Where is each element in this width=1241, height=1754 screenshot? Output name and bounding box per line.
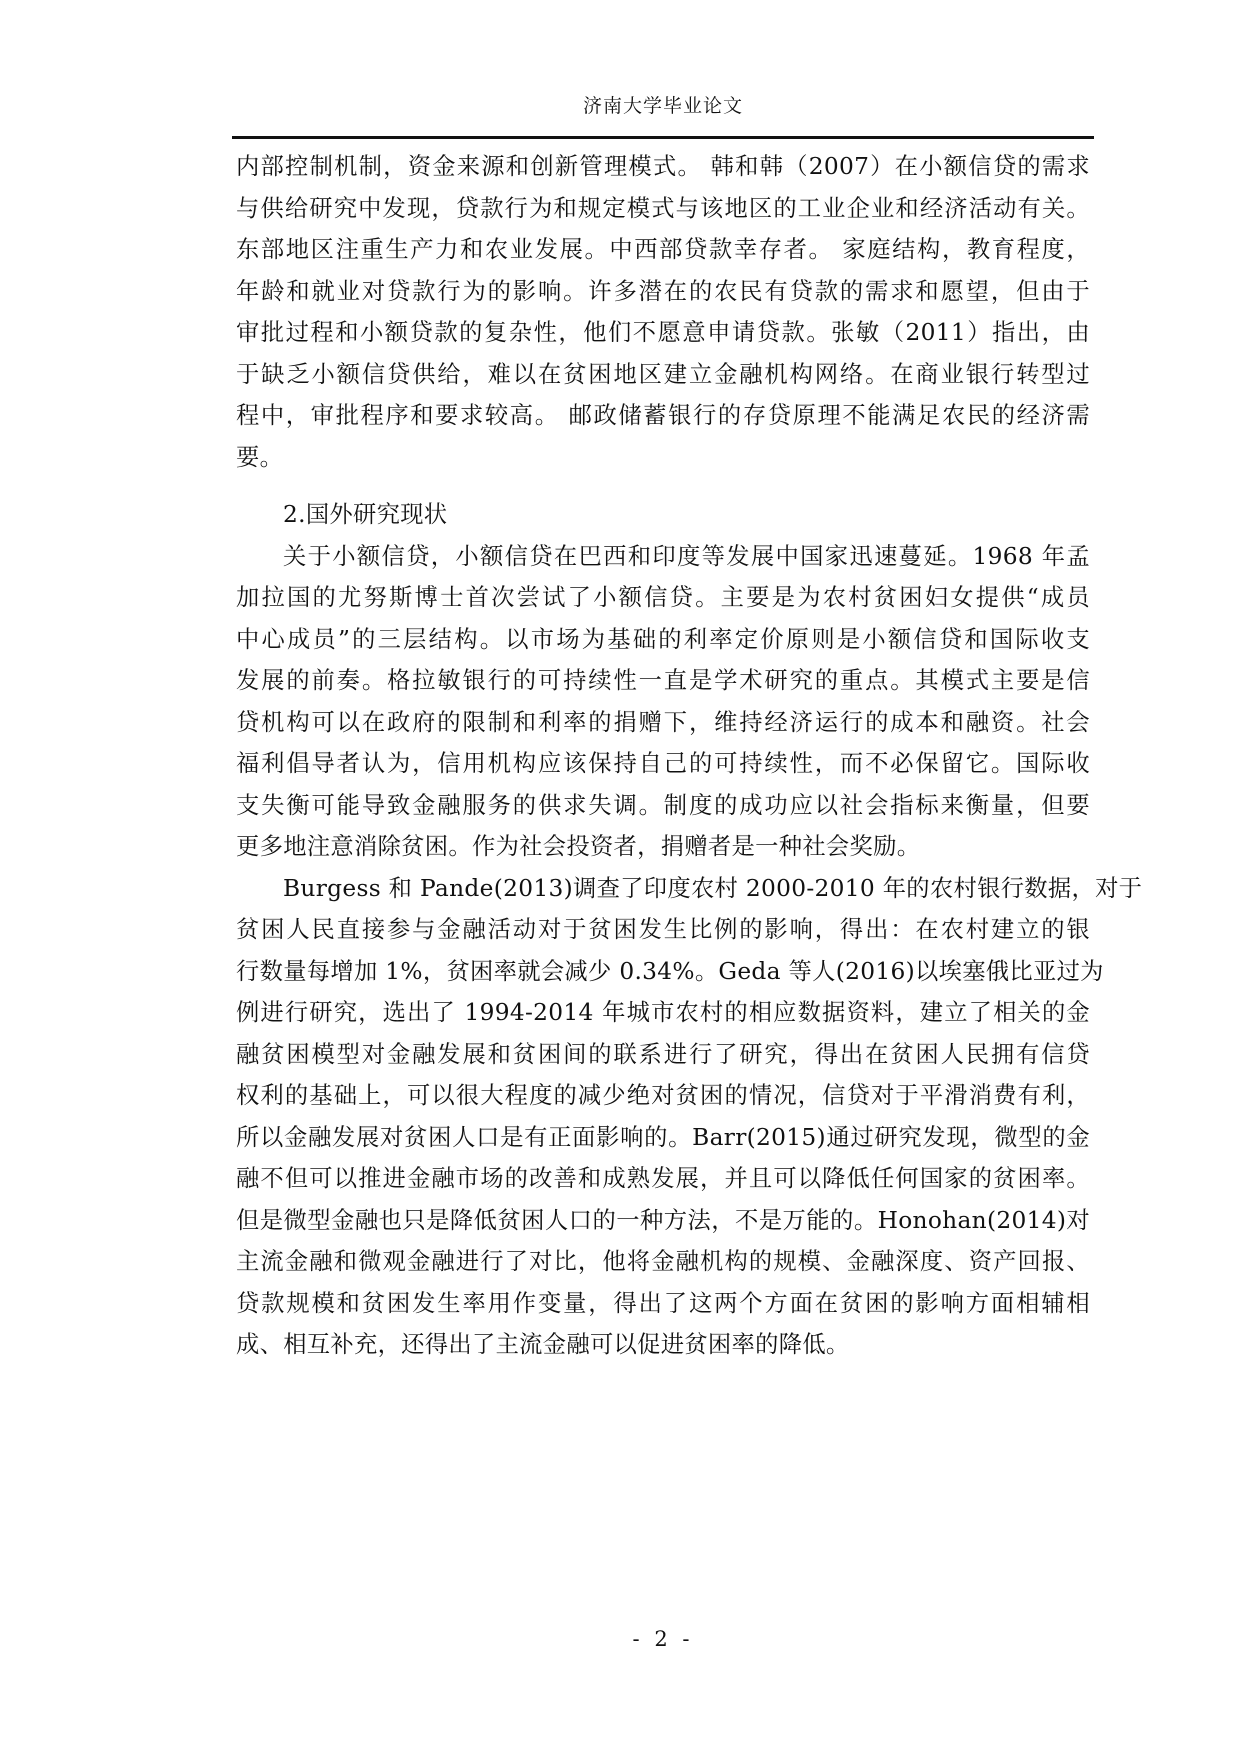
page-header-title: 济南大学毕业论文 — [582, 95, 743, 117]
text-line: 但是微型金融也只是降低贫困人口的一种方法，不是万能的。Honohan(2014)对 — [236, 1206, 1090, 1234]
text-line: 程中，审批程序和要求较高。 邮政储蓄银行的存贷原理不能满足农民的经济需 — [236, 402, 1090, 429]
text-line: 主流金融和微观金融进行了对比，他将金融机构的规模、金融深度、资产回报、 — [236, 1248, 1090, 1275]
text-line: 内部控制机制，资金来源和创新管理模式。 韩和韩（2007）在小额信贷的需求 — [236, 153, 1090, 180]
text-line: 成、相互补充，还得出了主流金融可以促进贫困率的降低。 — [236, 1331, 850, 1358]
header-rule — [232, 136, 1094, 139]
text-line: 例进行研究，选出了 1994-2014 年城市农村的相应数据资料，建立了相关的金 — [236, 999, 1090, 1026]
page-number: - 2 - — [632, 1627, 694, 1651]
text-line: 福利倡导者认为，信用机构应该保持自己的可持续性，而不必保留它。国际收 — [236, 750, 1090, 777]
section-heading: 2.国外研究现状 — [283, 501, 448, 528]
text-line: 支失衡可能导致金融服务的供求失调。制度的成功应以社会指标来衡量，但要 — [236, 791, 1090, 819]
text-line: 与供给研究中发现，贷款行为和规定模式与该地区的工业企业和经济活动有关。 — [236, 194, 1090, 222]
paragraph-microcredit — [236, 536, 1090, 868]
paragraph-literature-review — [236, 868, 1143, 1366]
text-line: 年龄和就业对贷款行为的影响。许多潜在的农民有贷款的需求和愿望，但由于 — [236, 277, 1090, 305]
text-line: 行数量每增加 1%，贫困率就会减少 0.34%。Geda 等人(2016)以埃塞俄比亚过为 — [236, 957, 1104, 985]
text-line: 融不但可以推进金融市场的改善和成熟发展，并且可以降低任何国家的贫困率。 — [236, 1165, 1090, 1192]
text-line: 中心成员”的三层结构。以市场为基础的利率定价原则是小额信贷和国际收支 — [236, 625, 1090, 653]
text-line: 所以金融发展对贫困人口是有正面影响的。Barr(2015)通过研究发现，微型的金 — [236, 1123, 1090, 1151]
text-line: 发展的前奏。格拉敏银行的可持续性一直是学术研究的重点。其模式主要是信 — [236, 667, 1090, 694]
text-line: 贷款规模和贫困发生率用作变量，得出了这两个方面在贫困的影响方面相辅相 — [236, 1289, 1090, 1317]
text-line: 于缺乏小额信贷供给，难以在贫困地区建立金融机构网络。在商业银行转型过 — [236, 360, 1090, 388]
text-line: 审批过程和小额贷款的复杂性，他们不愿意申请贷款。张敏（2011）指出，由 — [236, 319, 1090, 346]
text-line: 贷机构可以在政府的限制和利率的捐赠下，维持经济运行的成本和融资。社会 — [236, 708, 1090, 736]
document-body — [236, 146, 1143, 1366]
text-line: 更多地注意消除贫困。作为社会投资者，捐赠者是一种社会奖励。 — [236, 833, 921, 860]
text-line: 贫困人民直接参与金融活动对于贫困发生比例的影响，得出：在农村建立的银 — [236, 916, 1090, 943]
text-line: Burgess 和 Pande(2013)调查了印度农村 2000-2010 年的农村银行数据，对于 — [283, 874, 1143, 902]
text-line: 权利的基础上，可以很大程度的减少绝对贫困的情况，信贷对于平滑消费有利， — [236, 1082, 1090, 1109]
text-line: 东部地区注重生产力和农业发展。中西部贷款幸存者。 家庭结构，教育程度， — [236, 236, 1090, 263]
paragraph-intro-continued — [236, 146, 1090, 478]
text-line: 要。 — [236, 443, 284, 471]
text-line: 加拉国的尤努斯博士首次尝试了小额信贷。主要是为农村贫困妇女提供“成员 — [236, 584, 1090, 611]
text-line: 融贫困模型对金融发展和贫困间的联系进行了研究，得出在贫困人民拥有信贷 — [236, 1040, 1090, 1068]
text-line: 关于小额信贷，小额信贷在巴西和印度等发展中国家迅速蔓延。1968 年孟 — [283, 542, 1090, 570]
